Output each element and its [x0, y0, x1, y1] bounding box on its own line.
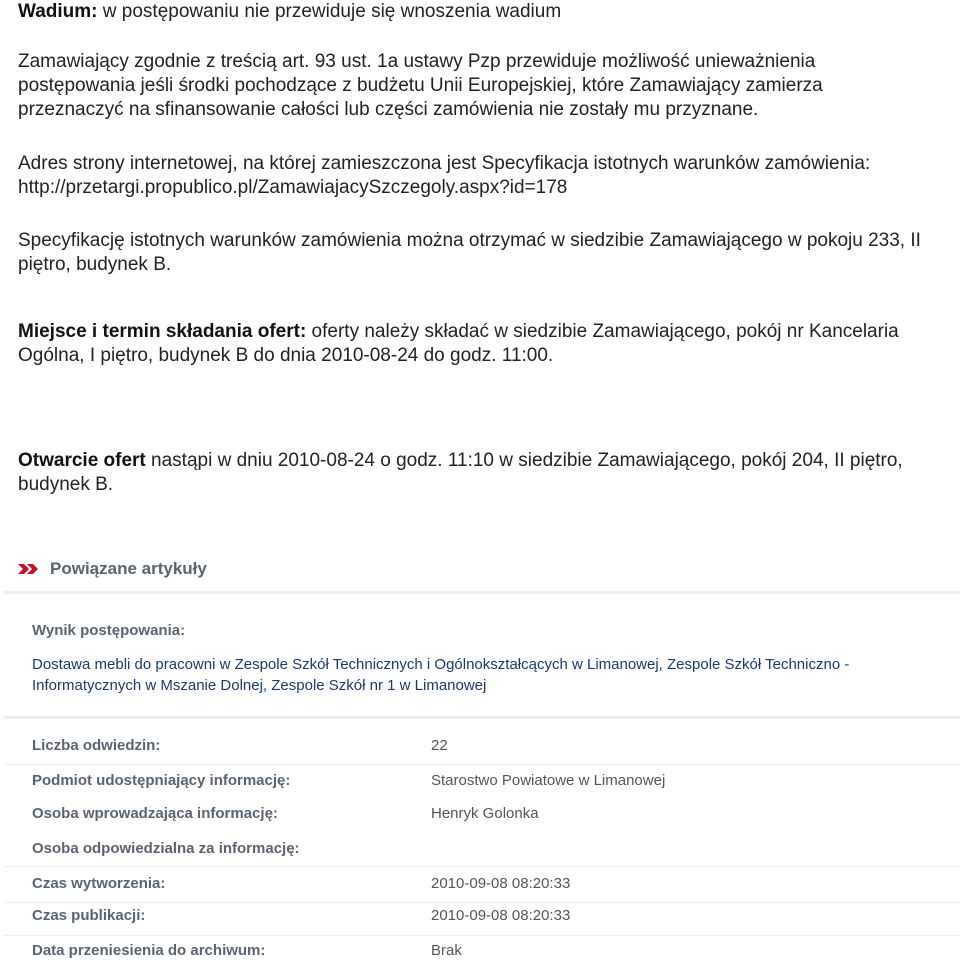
meta-row-visits: [32, 737, 932, 759]
provider-value: Starostwo Powiatowe w Limanowej: [431, 772, 666, 789]
meta-row-published: [32, 907, 932, 929]
archive-value: Brak: [431, 942, 462, 959]
zamawiajacy-line: przeznaczyć na sfinansowanie całości lub części zamówienia nie zostały mu przyznane.: [18, 99, 759, 120]
otwarcie-text: nastąpi w dniu 2010-08-24 o godz. 11:10 w siedzibie Zamawiającego, pokój 204, II piętro, budynek B.: [18, 450, 903, 495]
row-divider: [4, 935, 960, 936]
row-divider: [4, 866, 960, 867]
related-articles-title: Powiązane artykuły: [50, 559, 207, 578]
siwz-paragraph: Specyfikację istotnych warunków zamówienia można otrzymać w siedzibie Zamawiającego w pokoju 233, II piętro, budynek B.: [18, 230, 921, 275]
section-divider: [4, 591, 960, 594]
provider-label: Podmiot udostępniający informację:: [32, 772, 291, 789]
miejsce-text: oferty należy składać w siedzibie Zamawiającego, pokój nr Kancelaria Ogólna, I piętro, budynek B do dnia 2010-08-24 do godz. 11:00.: [18, 321, 899, 366]
siwz-url: http://przetargi.propublico.pl/ZamawiajacySzczegoly.aspx?id=178: [18, 177, 568, 198]
wadium-label: Wadium:: [18, 1, 98, 22]
visits-label: Liczba odwiedzin:: [32, 737, 161, 754]
adres-text: Adres strony internetowej, na której zamieszczona jest Specyfikacja istotnych warunków zamówienia:: [18, 153, 871, 174]
zamawiajacy-line: Zamawiający zgodnie z treścią art. 93 ust. 1a ustawy Pzp przewiduje możliwość unieważnienia: [18, 51, 816, 72]
zamawiajacy-line: postępowania jeśli środki pochodzące z budżetu Unii Europejskiej, które Zamawiający zamierza: [18, 75, 823, 96]
row-divider: [4, 902, 960, 903]
otwarcie-paragraph: [18, 449, 958, 497]
responsible-label: Osoba odpowiedzialna za informację:: [32, 840, 300, 857]
related-articles-header: [18, 556, 207, 582]
meta-row-created: [32, 875, 932, 897]
meta-row-entered-by: [32, 805, 932, 827]
published-label: Czas publikacji:: [32, 907, 146, 924]
created-label: Czas wytworzenia:: [32, 875, 166, 892]
published-value: 2010-09-08 08:20:33: [431, 907, 571, 924]
entered-by-value: Henryk Golonka: [431, 805, 539, 822]
meta-row-provider: [32, 772, 932, 794]
visits-value: 22: [431, 737, 448, 754]
wadium-paragraph: [18, 0, 561, 24]
meta-row-responsible: [32, 840, 932, 862]
section-divider: [4, 716, 960, 719]
double-arrow-icon: [18, 561, 40, 577]
created-value: 2010-09-08 08:20:33: [431, 875, 571, 892]
zamawiajacy-paragraph: [18, 50, 823, 122]
entered-by-label: Osoba wprowadzająca informację:: [32, 805, 278, 822]
row-divider: [4, 764, 960, 765]
adres-paragraph: [18, 152, 958, 200]
otwarcie-label: Otwarcie ofert: [18, 450, 146, 471]
result-label: Wynik postępowania:: [32, 622, 186, 639]
miejsce-label: Miejsce i termin składania ofert:: [18, 321, 307, 342]
wadium-text: w postępowaniu nie przewiduje się wnoszenia wadium: [97, 1, 562, 22]
miejsce-paragraph: [18, 320, 958, 368]
archive-label: Data przeniesienia do archiwum:: [32, 942, 266, 959]
result-article-link[interactable]: Dostawa mebli do pracowni w Zespole Szkół Technicznych i Ogólnokształcących w Limanowej, Zespole Szkół Techniczno - Informatycznych w Mszanie Dolnej, Zespole Szkół nr 1 w Limanowej: [32, 656, 850, 694]
meta-row-archive: [32, 942, 932, 964]
